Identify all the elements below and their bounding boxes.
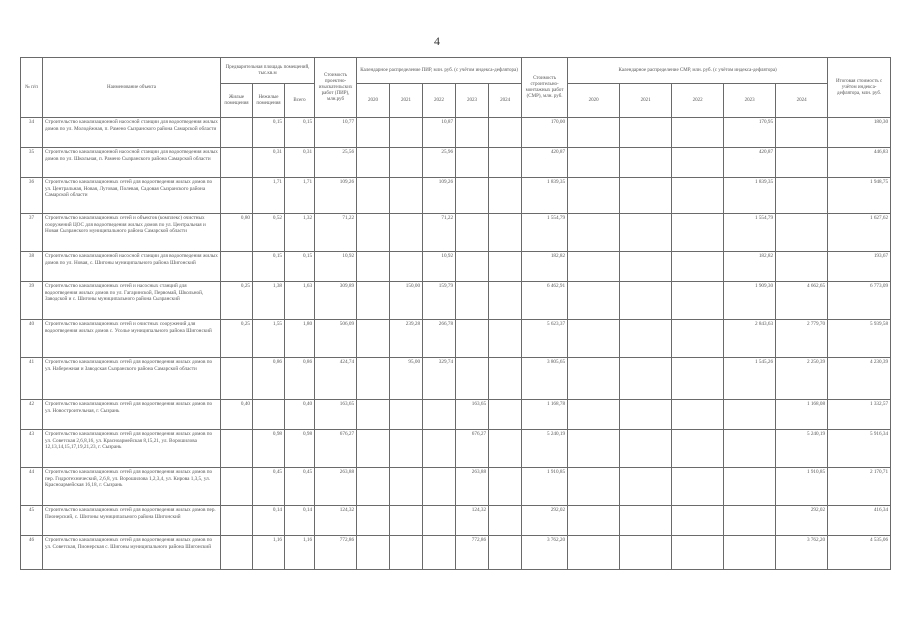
pir-2024 — [489, 506, 522, 536]
pir-2021 — [390, 214, 423, 252]
smr-2022 — [672, 536, 724, 570]
cost-smr: 182,82 — [522, 252, 568, 282]
area-total: 0,15 — [285, 118, 315, 148]
pir-2020 — [357, 118, 390, 148]
smr-2021 — [620, 430, 672, 468]
smr-2020 — [568, 148, 620, 178]
area-living: 0,80 — [221, 214, 253, 252]
pir-2021 — [390, 252, 423, 282]
row-num: 36 — [21, 178, 43, 214]
header-name: Наименование объекта — [43, 58, 221, 118]
table-row — [21, 536, 891, 570]
area-nonliving: 1,71 — [253, 178, 285, 214]
header-area-total: Всего — [285, 84, 315, 118]
row-name: Строительство канализационных сетей и объектов (комплекс) очистных сооружений ЦОС для водоотведения жилых домов по ул. Центральная и Новая Сызранского муниципального района Самарской области — [43, 214, 221, 252]
header-smr-group: Календарное распределение СМР, млн. руб. (с учётом индекса-дефлятора) — [568, 58, 828, 84]
row-name: Строительство канализационных сетей для водоотведения жилых домов пер. Пионерский, с. Шигоны муниципального района Шигонский — [43, 506, 221, 536]
cost-table — [20, 57, 891, 570]
area-living — [221, 536, 253, 570]
area-living: 0,40 — [221, 400, 253, 430]
row-name: Строительство канализационных сетей для водоотведения жилых домов по ул. Советская, Пионерская с. Шигоны муниципального района Шигонский — [43, 536, 221, 570]
cost-smr: 1 910,85 — [522, 468, 568, 506]
smr-2023: 1 909,30 — [724, 282, 776, 320]
smr-2023: 2 843,63 — [724, 320, 776, 358]
cost-pir: 263,88 — [315, 468, 357, 506]
area-total: 1,16 — [285, 536, 315, 570]
area-total: 0,98 — [285, 430, 315, 468]
area-nonliving: 0,15 — [253, 118, 285, 148]
area-total: 0,31 — [285, 148, 315, 178]
area-nonliving: 1,38 — [253, 282, 285, 320]
smr-2022 — [672, 430, 724, 468]
row-name: Строительство канализационной насосной станции для водоотведения жилых домов по ул. Новая, с. Шигоны муниципального района Шигонский — [43, 252, 221, 282]
pir-2024 — [489, 252, 522, 282]
area-total: 0,14 — [285, 506, 315, 536]
pir-2021 — [390, 536, 423, 570]
cost-pir: 506,09 — [315, 320, 357, 358]
pir-2020 — [357, 400, 390, 430]
pir-2024 — [489, 430, 522, 468]
pir-2022 — [423, 506, 456, 536]
area-nonliving: 0,31 — [253, 148, 285, 178]
pir-2020 — [357, 252, 390, 282]
pir-2024 — [489, 178, 522, 214]
pir-2023: 263,88 — [456, 468, 489, 506]
smr-2020 — [568, 178, 620, 214]
area-nonliving: 1,16 — [253, 536, 285, 570]
smr-2024 — [776, 178, 828, 214]
table-row — [21, 282, 891, 320]
smr-2022 — [672, 252, 724, 282]
smr-2021 — [620, 282, 672, 320]
cost-smr: 3 762,20 — [522, 536, 568, 570]
pir-2022 — [423, 400, 456, 430]
smr-2021 — [620, 178, 672, 214]
row-num: 42 — [21, 400, 43, 430]
area-living — [221, 118, 253, 148]
cost-pir: 163,65 — [315, 400, 357, 430]
smr-2021 — [620, 468, 672, 506]
total-cost: 180,30 — [828, 118, 891, 148]
smr-2024: 5 240,19 — [776, 430, 828, 468]
smr-2023: 1 554,79 — [724, 214, 776, 252]
smr-2024 — [776, 252, 828, 282]
smr-2020 — [568, 400, 620, 430]
total-cost: 4 230,39 — [828, 358, 891, 400]
pir-2022: 10,92 — [423, 252, 456, 282]
row-num: 44 — [21, 468, 43, 506]
smr-2023 — [724, 536, 776, 570]
smr-2023: 170,95 — [724, 118, 776, 148]
smr-2020 — [568, 320, 620, 358]
smr-2020 — [568, 358, 620, 400]
pir-2024 — [489, 214, 522, 252]
header-smr-year: 2021 — [620, 84, 672, 118]
area-living: 0,25 — [221, 320, 253, 358]
header-total-cost: Итоговая стоимость с учётом индекса-дефлятора, млн. руб. — [828, 58, 891, 118]
total-cost: 5 939,58 — [828, 320, 891, 358]
smr-2020 — [568, 252, 620, 282]
header-pir-year: 2023 — [456, 84, 489, 118]
area-nonliving: 0,52 — [253, 214, 285, 252]
cost-smr: 1 554,79 — [522, 214, 568, 252]
smr-2021 — [620, 506, 672, 536]
pir-2021 — [390, 178, 423, 214]
row-name: Строительство канализационных сетей для водоотведения жилых домов по ул. Советская 2,6,8,16, ул. Красноармейская 8,15,21, ул. Ворошилова 12,13,14,15,17,19,21,23, г. Сызрань — [43, 430, 221, 468]
smr-2023 — [724, 468, 776, 506]
total-cost: 1 948,75 — [828, 178, 891, 214]
smr-2020 — [568, 506, 620, 536]
header-area-group: Предварительная площадь помещений, тыс.кв.м — [221, 58, 315, 84]
cost-smr: 292,02 — [522, 506, 568, 536]
smr-2022 — [672, 400, 724, 430]
pir-2022: 25,96 — [423, 148, 456, 178]
table-row — [21, 252, 891, 282]
table-row — [21, 400, 891, 430]
total-cost: 4 535,06 — [828, 536, 891, 570]
table-row — [21, 430, 891, 468]
cost-smr: 5 623,37 — [522, 320, 568, 358]
row-name: Строительство канализационной насосной станции для водоотведения жилых домов по ул. Молодёжная, п. Рамено Сызранского района Самарской области — [43, 118, 221, 148]
smr-2023: 1 545,26 — [724, 358, 776, 400]
row-num: 41 — [21, 358, 43, 400]
pir-2022: 329,74 — [423, 358, 456, 400]
cost-pir: 424,74 — [315, 358, 357, 400]
total-cost: 446,83 — [828, 148, 891, 178]
total-cost: 416,34 — [828, 506, 891, 536]
pir-2020 — [357, 358, 390, 400]
table-row — [21, 320, 891, 358]
area-living — [221, 252, 253, 282]
area-nonliving: 0,15 — [253, 252, 285, 282]
smr-2023: 182,82 — [724, 252, 776, 282]
row-num: 43 — [21, 430, 43, 468]
smr-2022 — [672, 178, 724, 214]
smr-2022 — [672, 214, 724, 252]
pir-2023 — [456, 118, 489, 148]
total-cost: 6 773,09 — [828, 282, 891, 320]
page-number: 4 — [434, 34, 440, 48]
cost-pir: 10,77 — [315, 118, 357, 148]
smr-2023: 420,87 — [724, 148, 776, 178]
smr-2022 — [672, 148, 724, 178]
header-pir-year: 2024 — [489, 84, 522, 118]
pir-2022: 109,26 — [423, 178, 456, 214]
smr-2023 — [724, 430, 776, 468]
smr-2024: 2 779,70 — [776, 320, 828, 358]
smr-2021 — [620, 118, 672, 148]
area-nonliving: 1,55 — [253, 320, 285, 358]
smr-2022 — [672, 118, 724, 148]
header-area-nonliving: Нежилые помещения — [253, 84, 285, 118]
smr-2021 — [620, 358, 672, 400]
smr-2024: 4 662,65 — [776, 282, 828, 320]
smr-2024: 2 250,39 — [776, 358, 828, 400]
cost-pir: 772,86 — [315, 536, 357, 570]
table-row — [21, 148, 891, 178]
pir-2023: 772,86 — [456, 536, 489, 570]
pir-2024 — [489, 148, 522, 178]
pir-2023 — [456, 214, 489, 252]
pir-2023 — [456, 358, 489, 400]
total-cost: 2 170,71 — [828, 468, 891, 506]
area-living — [221, 358, 253, 400]
pir-2022 — [423, 536, 456, 570]
smr-2023 — [724, 400, 776, 430]
area-total: 1,80 — [285, 320, 315, 358]
area-living — [221, 468, 253, 506]
pir-2023: 124,32 — [456, 506, 489, 536]
pir-2022: 266,78 — [423, 320, 456, 358]
pir-2021 — [390, 468, 423, 506]
row-name: Строительство канализационных сетей и очистных сооружений для водоотведения жилых домов с. Усолье муниципального района Шигонский — [43, 320, 221, 358]
area-nonliving: 0,98 — [253, 430, 285, 468]
pir-2020 — [357, 468, 390, 506]
pir-2021: 239,28 — [390, 320, 423, 358]
area-total: 1,63 — [285, 282, 315, 320]
row-num: 35 — [21, 148, 43, 178]
smr-2024: 292,02 — [776, 506, 828, 536]
smr-2024 — [776, 214, 828, 252]
row-name: Строительство канализационных сетей для водоотведения жилых домов по ул. Центральная, Новая, Луговая, Полевая, Садовая Сызранского района Самарской области — [43, 178, 221, 214]
smr-2021 — [620, 536, 672, 570]
pir-2021 — [390, 400, 423, 430]
smr-2023 — [724, 506, 776, 536]
smr-2021 — [620, 214, 672, 252]
pir-2021: 95,00 — [390, 358, 423, 400]
pir-2023 — [456, 178, 489, 214]
smr-2024 — [776, 118, 828, 148]
header-smr-year: 2024 — [776, 84, 828, 118]
area-living — [221, 506, 253, 536]
area-living — [221, 178, 253, 214]
pir-2020 — [357, 506, 390, 536]
cost-smr: 6 462,91 — [522, 282, 568, 320]
cost-smr: 420,87 — [522, 148, 568, 178]
cost-smr: 170,00 — [522, 118, 568, 148]
row-name: Строительство канализационной насосной станции для водоотведения жилых домов по ул. Школьная, п. Рамено Сызранского района Самарской области — [43, 148, 221, 178]
smr-2020 — [568, 468, 620, 506]
cost-pir: 676,27 — [315, 430, 357, 468]
pir-2022 — [423, 468, 456, 506]
smr-2021 — [620, 400, 672, 430]
header-area-living: Жилые помещения — [221, 84, 253, 118]
cost-pir: 25,56 — [315, 148, 357, 178]
pir-2020 — [357, 178, 390, 214]
row-num: 34 — [21, 118, 43, 148]
header-cost-smr: Стоимость строительно-монтажных работ (СМР), млн. руб. — [522, 58, 568, 118]
area-nonliving: 0,14 — [253, 506, 285, 536]
row-num: 38 — [21, 252, 43, 282]
pir-2021: 150,00 — [390, 282, 423, 320]
pir-2023: 163,65 — [456, 400, 489, 430]
smr-2024: 1 168,08 — [776, 400, 828, 430]
smr-2022 — [672, 468, 724, 506]
pir-2024 — [489, 282, 522, 320]
pir-2022: 159,79 — [423, 282, 456, 320]
area-nonliving: 0,45 — [253, 468, 285, 506]
area-total: 0,15 — [285, 252, 315, 282]
cost-pir: 109,26 — [315, 178, 357, 214]
smr-2024: 1 910,85 — [776, 468, 828, 506]
pir-2024 — [489, 468, 522, 506]
pir-2023 — [456, 148, 489, 178]
pir-2020 — [357, 320, 390, 358]
smr-2022 — [672, 506, 724, 536]
total-cost: 193,67 — [828, 252, 891, 282]
header-pir-year: 2022 — [423, 84, 456, 118]
table-row — [21, 118, 891, 148]
pir-2020 — [357, 282, 390, 320]
pir-2024 — [489, 536, 522, 570]
smr-2024 — [776, 148, 828, 178]
area-total: 0,45 — [285, 468, 315, 506]
smr-2020 — [568, 118, 620, 148]
row-num: 46 — [21, 536, 43, 570]
cost-pir: 71,22 — [315, 214, 357, 252]
smr-2022 — [672, 320, 724, 358]
row-name: Строительство канализационных сетей для водоотведения жилых домов по пер. Гидротехнический, 2,6,8, ул. Ворошилова 1,2,3,4, ул. Кирова 1,3,5, ул. Красноармейская 16,18, г. Сызрань — [43, 468, 221, 506]
pir-2022: 10,87 — [423, 118, 456, 148]
row-name: Строительство канализационных сетей для водоотведения жилых домов по ул. Новостроительная, г. Сызрань — [43, 400, 221, 430]
total-cost: 1 332,57 — [828, 400, 891, 430]
smr-2020 — [568, 430, 620, 468]
pir-2023 — [456, 320, 489, 358]
pir-2022 — [423, 430, 456, 468]
cost-pir: 124,32 — [315, 506, 357, 536]
area-total: 0,86 — [285, 358, 315, 400]
pir-2024 — [489, 358, 522, 400]
cost-smr: 3 805,65 — [522, 358, 568, 400]
header-smr-year: 2020 — [568, 84, 620, 118]
pir-2024 — [489, 320, 522, 358]
pir-2020 — [357, 430, 390, 468]
pir-2024 — [489, 118, 522, 148]
pir-2022: 71,22 — [423, 214, 456, 252]
cost-smr: 1 839,35 — [522, 178, 568, 214]
area-total: 1,71 — [285, 178, 315, 214]
table-row — [21, 214, 891, 252]
total-cost: 1 627,62 — [828, 214, 891, 252]
smr-2021 — [620, 252, 672, 282]
table-row — [21, 468, 891, 506]
row-name: Строительство канализационных сетей для водоотведения жилых домов по ул. Набережная и Заводская Сызранского района Самарской области — [43, 358, 221, 400]
row-num: 39 — [21, 282, 43, 320]
area-total: 1,32 — [285, 214, 315, 252]
pir-2020 — [357, 148, 390, 178]
table-row — [21, 178, 891, 214]
area-nonliving: 0,86 — [253, 358, 285, 400]
smr-2020 — [568, 536, 620, 570]
row-num: 40 — [21, 320, 43, 358]
pir-2023: 676,27 — [456, 430, 489, 468]
table-row — [21, 358, 891, 400]
table-row — [21, 506, 891, 536]
row-num: 37 — [21, 214, 43, 252]
area-living — [221, 148, 253, 178]
cost-pir: 10,92 — [315, 252, 357, 282]
smr-2021 — [620, 320, 672, 358]
header-cost-pir: Стоимость проектно-изыскательских работ (ПИР), млн.руб — [315, 58, 357, 118]
smr-2020 — [568, 214, 620, 252]
pir-2024 — [489, 400, 522, 430]
header-pir-year: 2021 — [390, 84, 423, 118]
smr-2022 — [672, 282, 724, 320]
header-pir-year: 2020 — [357, 84, 390, 118]
area-living — [221, 430, 253, 468]
pir-2021 — [390, 430, 423, 468]
pir-2023 — [456, 252, 489, 282]
header-smr-year: 2022 — [672, 84, 724, 118]
row-num: 45 — [21, 506, 43, 536]
pir-2021 — [390, 506, 423, 536]
pir-2021 — [390, 148, 423, 178]
header-num: № п/п — [21, 58, 43, 118]
smr-2023: 1 839,35 — [724, 178, 776, 214]
area-nonliving — [253, 400, 285, 430]
smr-2020 — [568, 282, 620, 320]
cost-pir: 309,89 — [315, 282, 357, 320]
header-pir-group: Календарное распределение ПИР, млн. руб. (с учётом индекса-дефлятора) — [357, 58, 522, 84]
cost-smr: 1 168,78 — [522, 400, 568, 430]
pir-2020 — [357, 536, 390, 570]
pir-2021 — [390, 118, 423, 148]
cost-smr: 5 240,19 — [522, 430, 568, 468]
smr-2024: 3 762,20 — [776, 536, 828, 570]
row-name: Строительство канализационных сетей и насосных станций для водоотведения жилых домов по ул. Гагаринской, Первомай, Школьной, Заводской и с. Шигоны муниципального района Сызранский — [43, 282, 221, 320]
pir-2020 — [357, 214, 390, 252]
smr-2021 — [620, 148, 672, 178]
pir-2023 — [456, 282, 489, 320]
area-total: 0,40 — [285, 400, 315, 430]
area-living: 0,25 — [221, 282, 253, 320]
total-cost: 5 916,34 — [828, 430, 891, 468]
header-smr-year: 2023 — [724, 84, 776, 118]
smr-2022 — [672, 358, 724, 400]
